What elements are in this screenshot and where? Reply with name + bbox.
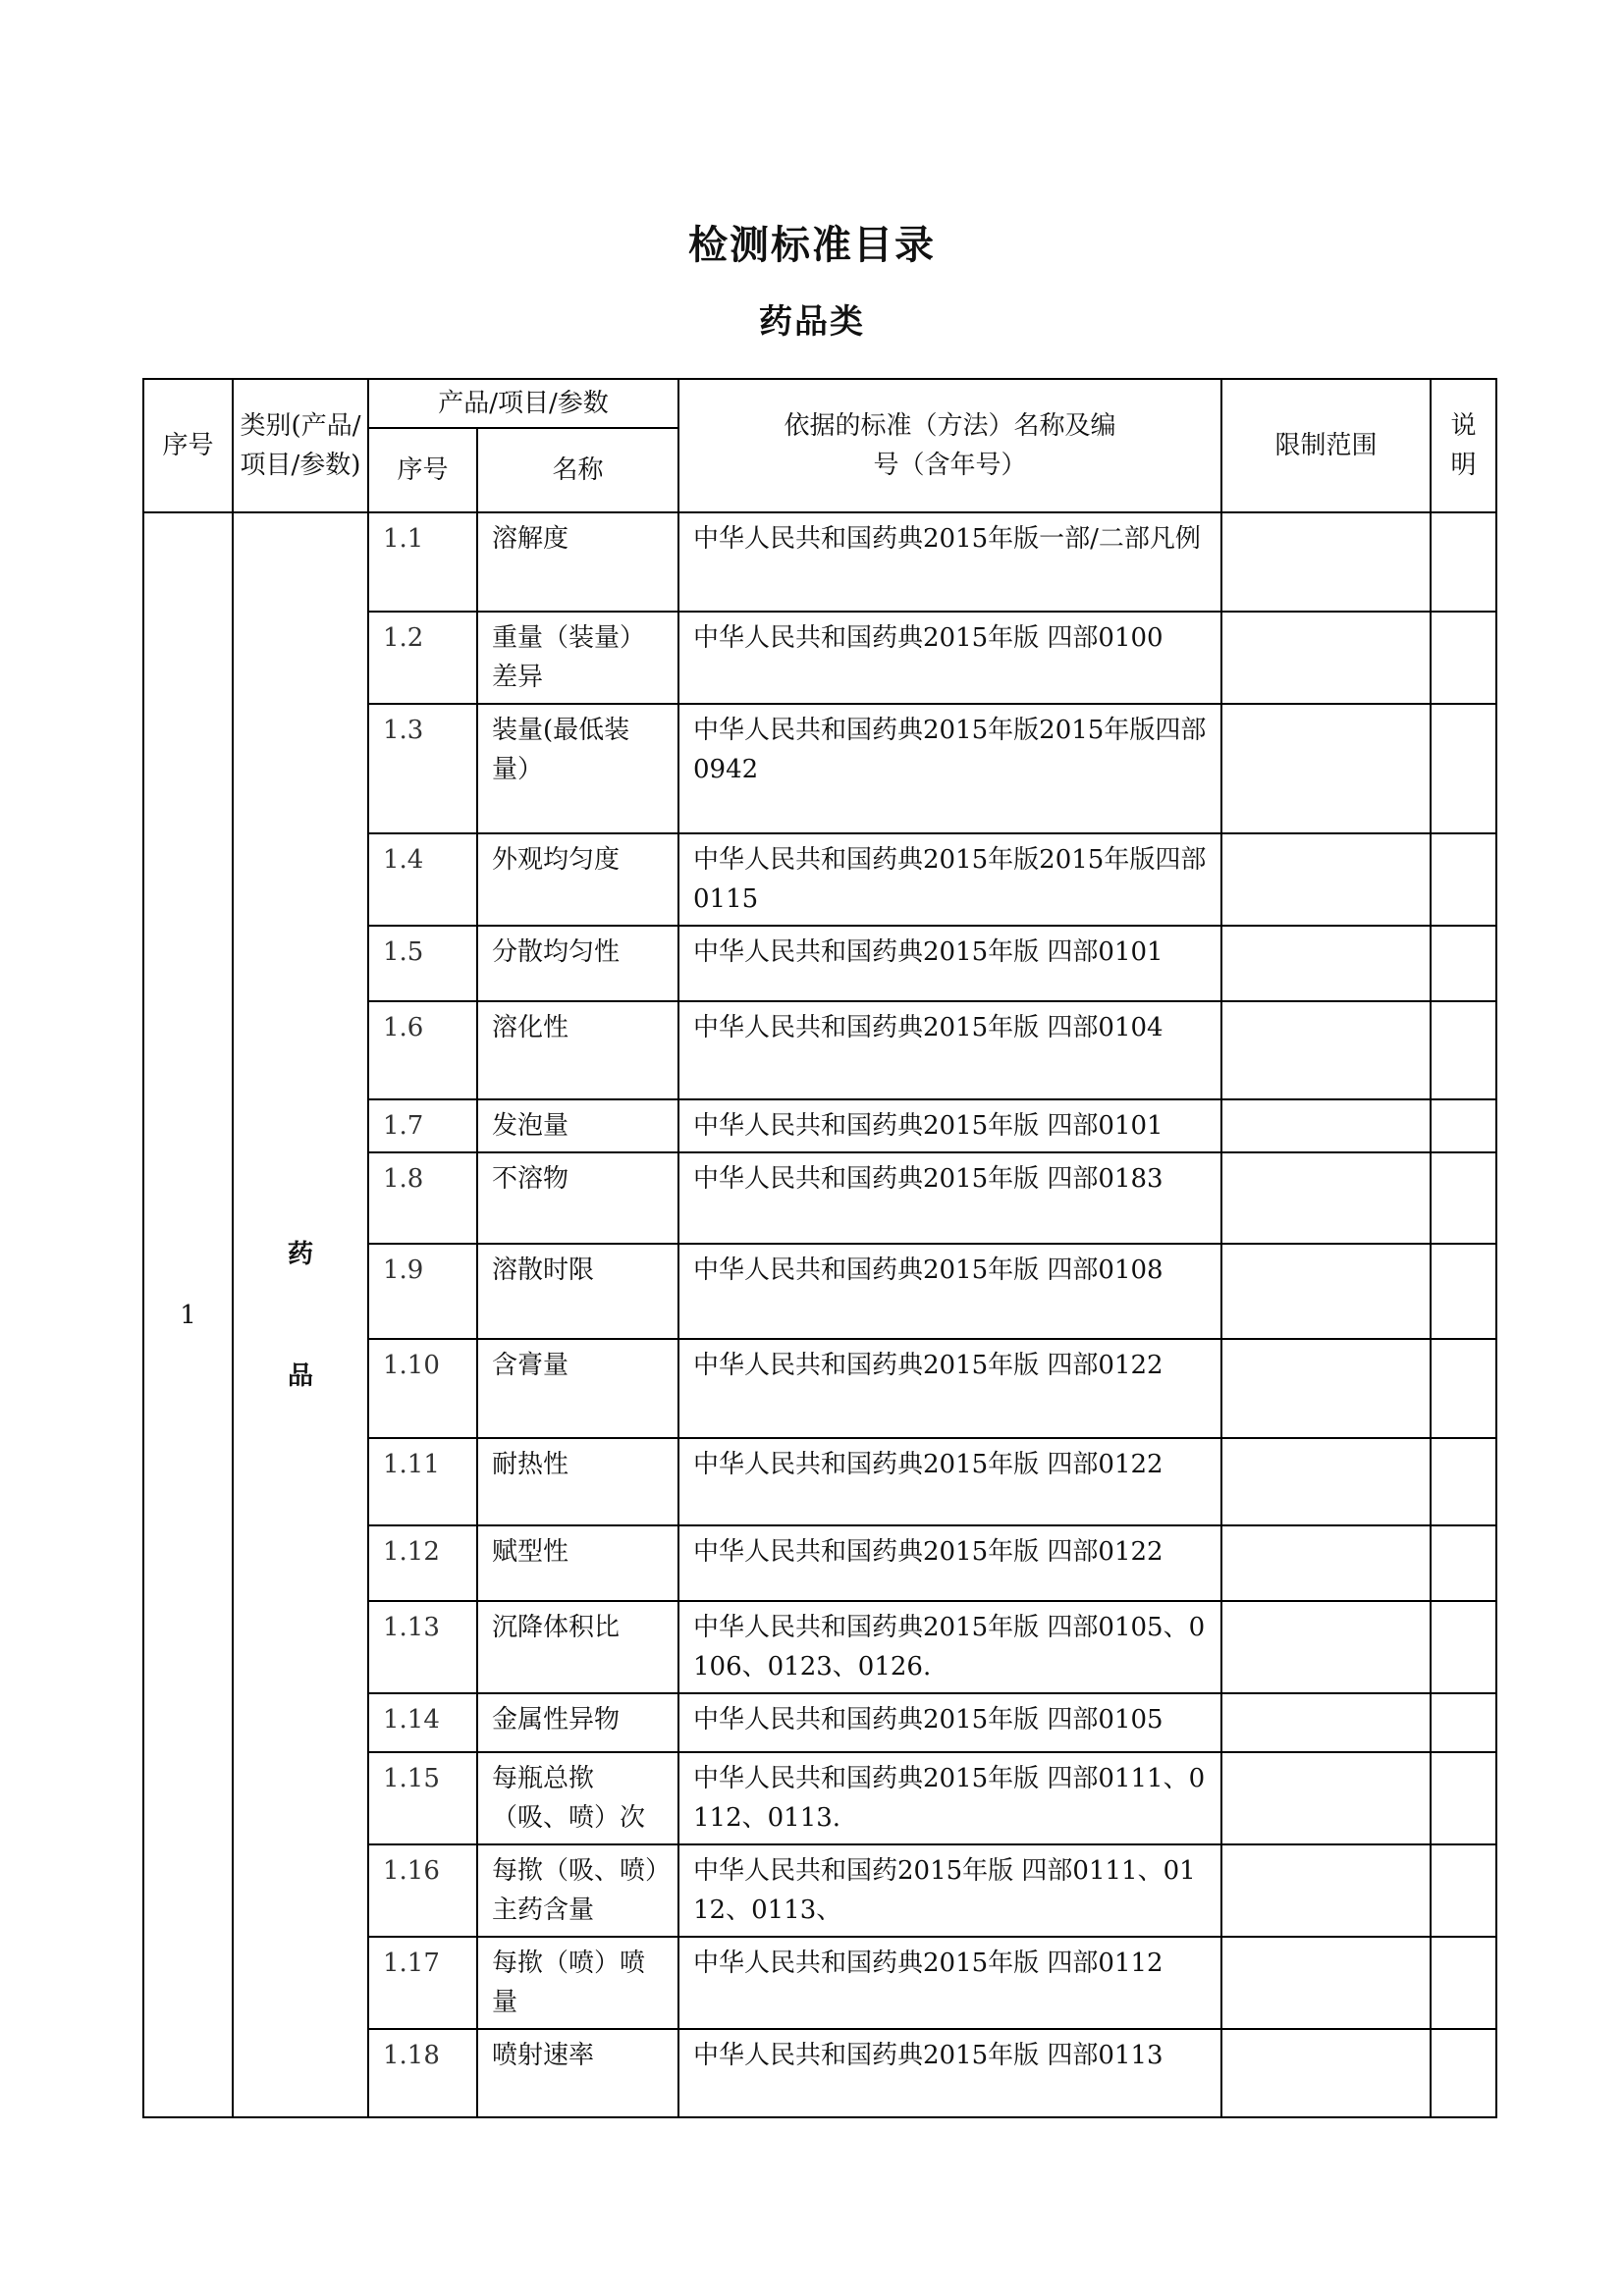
item-number-cell: 1.11 [368,1438,477,1525]
item-limit-cell [1221,1438,1431,1525]
item-limit-cell [1221,1099,1431,1152]
item-name-cell: 含膏量 [477,1339,678,1438]
item-name-cell: 溶解度 [477,512,678,612]
item-number-cell: 1.4 [368,833,477,926]
item-name-cell: 发泡量 [477,1099,678,1152]
item-standard-cell: 中华人民共和国药典2015年版 四部0105、0106、0123、0126. [678,1601,1221,1693]
document-title: 检测标准目录 [688,223,936,268]
item-number-cell: 1.6 [368,1001,477,1099]
item-standard-cell: 中华人民共和国药典2015年版 四部0111、0112、0113. [678,1752,1221,1844]
category-char: 品 [287,1361,313,1391]
item-standard-cell: 中华人民共和国药典2015年版 四部0100 [678,612,1221,704]
table-row [143,512,1496,612]
item-number-cell: 1.14 [368,1693,477,1752]
item-standard-cell: 中华人民共和国药典2015年版 四部0183 [678,1152,1221,1244]
header-seq: 序号 [143,379,233,512]
item-limit-cell [1221,1001,1431,1099]
item-note-cell [1431,1752,1496,1844]
item-note-cell [1431,704,1496,833]
item-standard-cell: 中华人民共和国药典2015年版 四部0105 [678,1693,1221,1752]
item-limit-cell [1221,1601,1431,1693]
item-note-cell [1431,833,1496,926]
item-number-cell: 1.13 [368,1601,477,1693]
item-standard-cell: 中华人民共和国药典2015年版 四部0108 [678,1244,1221,1339]
item-number-cell: 1.12 [368,1525,477,1601]
item-number-cell: 1.18 [368,2029,477,2117]
header-sub-seq: 序号 [368,428,477,512]
item-number-cell: 1.16 [368,1844,477,1937]
item-limit-cell [1221,512,1431,612]
header-sub-name: 名称 [477,428,678,512]
item-name-cell: 溶化性 [477,1001,678,1099]
standards-table [142,378,1497,2118]
item-note-cell [1431,612,1496,704]
header-limit: 限制范围 [1221,379,1431,512]
item-note-cell [1431,512,1496,612]
item-standard-cell: 中华人民共和国药典2015年版 四部0113 [678,2029,1221,2117]
item-standard-cell: 中华人民共和国药典2015年版 四部0122 [678,1438,1221,1525]
item-name-cell: 分散均匀性 [477,926,678,1001]
item-note-cell [1431,1152,1496,1244]
item-standard-cell: 中华人民共和国药典2015年版 四部0122 [678,1339,1221,1438]
header-category: 类别(产品/项目/参数) [233,379,368,512]
item-note-cell [1431,1525,1496,1601]
item-standard-cell: 中华人民共和国药典2015年版 四部0104 [678,1001,1221,1099]
item-name-cell: 赋型性 [477,1525,678,1601]
table-body [143,512,1496,2117]
item-number-cell: 1.9 [368,1244,477,1339]
item-number-cell: 1.3 [368,704,477,833]
item-standard-cell: 中华人民共和国药2015年版 四部0111、0112、0113、 [678,1844,1221,1937]
item-standard-cell: 中华人民共和国药典2015年版 四部0122 [678,1525,1221,1601]
item-note-cell [1431,1844,1496,1937]
item-note-cell [1431,1339,1496,1438]
item-limit-cell [1221,926,1431,1001]
item-name-cell: 溶散时限 [477,1244,678,1339]
item-name-cell: 耐热性 [477,1438,678,1525]
item-standard-cell: 中华人民共和国药典2015年版一部/二部凡例 [678,512,1221,612]
item-name-cell: 沉降体积比 [477,1601,678,1693]
item-number-cell: 1.5 [368,926,477,1001]
item-number-cell: 1.15 [368,1752,477,1844]
item-note-cell [1431,1099,1496,1152]
item-standard-cell: 中华人民共和国药典2015年版 四部0112 [678,1937,1221,2029]
item-limit-cell [1221,612,1431,704]
item-name-cell: 每揿（吸、喷）主药含量 [477,1844,678,1937]
item-limit-cell [1221,1752,1431,1844]
item-note-cell [1431,2029,1496,2117]
item-limit-cell [1221,1693,1431,1752]
item-note-cell [1431,1001,1496,1099]
item-number-cell: 1.1 [368,512,477,612]
item-limit-cell [1221,1339,1431,1438]
item-name-cell: 不溶物 [477,1152,678,1244]
item-name-cell: 外观均匀度 [477,833,678,926]
item-name-cell: 每瓶总揿（吸、喷）次 [477,1752,678,1844]
item-limit-cell [1221,704,1431,833]
item-note-cell [1431,1693,1496,1752]
item-limit-cell [1221,833,1431,926]
item-standard-cell: 中华人民共和国药典2015年版2015年版四部0942 [678,704,1221,833]
item-note-cell [1431,1244,1496,1339]
group-seq-cell: 1 [143,512,233,2117]
item-name-cell: 每揿（喷）喷量 [477,1937,678,2029]
item-note-cell [1431,1601,1496,1693]
item-name-cell: 金属性异物 [477,1693,678,1752]
item-limit-cell [1221,1244,1431,1339]
document-subtitle: 药品类 [759,302,865,342]
item-note-cell [1431,1438,1496,1525]
header-note: 说明 [1431,379,1496,512]
item-standard-cell: 中华人民共和国药典2015年版 四部0101 [678,926,1221,1001]
item-name-cell: 重量（装量）差异 [477,612,678,704]
item-number-cell: 1.17 [368,1937,477,2029]
header-product-group: 产品/项目/参数 [368,379,678,428]
item-limit-cell [1221,1152,1431,1244]
item-name-cell: 装量(最低装量） [477,704,678,833]
item-number-cell: 1.8 [368,1152,477,1244]
group-category-cell [233,512,368,2117]
item-limit-cell [1221,2029,1431,2117]
item-standard-cell: 中华人民共和国药典2015年版2015年版四部0115 [678,833,1221,926]
item-limit-cell [1221,1844,1431,1937]
category-char: 药 [287,1239,313,1269]
item-note-cell [1431,1937,1496,2029]
item-number-cell: 1.10 [368,1339,477,1438]
item-standard-cell: 中华人民共和国药典2015年版 四部0101 [678,1099,1221,1152]
item-limit-cell [1221,1525,1431,1601]
header-standard: 依据的标准（方法）名称及编号（含年号） [678,379,1221,512]
item-number-cell: 1.2 [368,612,477,704]
item-note-cell [1431,926,1496,1001]
item-number-cell: 1.7 [368,1099,477,1152]
item-name-cell: 喷射速率 [477,2029,678,2117]
item-limit-cell [1221,1937,1431,2029]
